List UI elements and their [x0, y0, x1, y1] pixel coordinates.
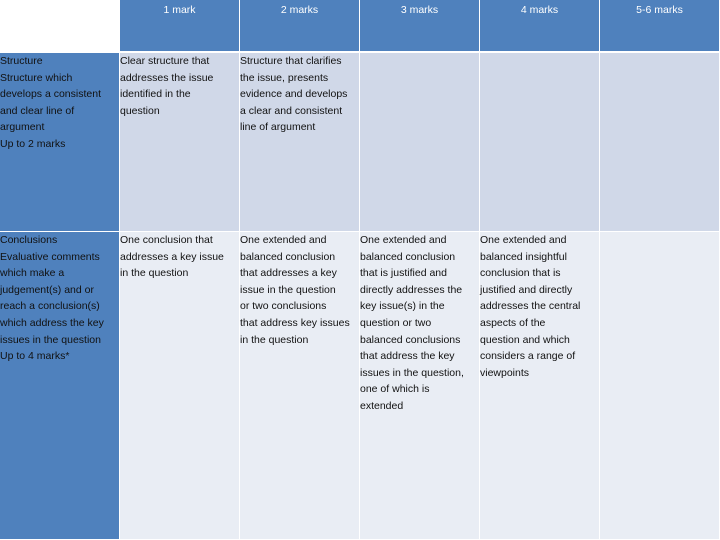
cell-line: Clear structure that	[120, 55, 210, 67]
cell-line: addresses the issue	[120, 71, 214, 84]
structure-4-marks-cell	[480, 53, 600, 232]
cell-line: that address key issues	[240, 316, 350, 329]
cell-line: balanced conclusions	[360, 333, 461, 346]
cell-line: evidence and develops	[240, 88, 348, 101]
column-header-5-6-marks: 5-6 marks	[600, 0, 720, 53]
criterion-line: Structure which	[0, 71, 73, 84]
structure-2-marks-cell	[240, 53, 360, 232]
cell-line: issues in the question,	[360, 366, 464, 379]
cell-line: One conclusion that	[120, 234, 213, 246]
structure-5-6-marks-cell	[600, 53, 720, 232]
cell-line: the issue, presents	[240, 71, 329, 84]
cell-line: balanced conclusion	[240, 250, 336, 263]
cell-line: addresses the central	[480, 300, 581, 313]
cell-line: balanced insightful	[480, 250, 567, 263]
header-row	[0, 0, 720, 53]
cell-line: question or two	[360, 316, 432, 329]
cell-line: identified in the	[120, 88, 191, 101]
column-header-2-marks: 2 marks	[240, 0, 360, 53]
criterion-conclusions	[0, 232, 120, 540]
conclusions-1-mark-cell	[120, 232, 240, 540]
table-row-conclusions	[0, 232, 720, 540]
cell-line: viewpoints	[480, 366, 530, 379]
conclusions-3-marks-cell	[360, 232, 480, 540]
cell-line: line of argument	[240, 121, 316, 134]
criterion-line: Up to 4 marks*	[0, 350, 70, 363]
criterion-line: which address the key	[0, 316, 104, 329]
criterion-line: reach a conclusion(s)	[0, 300, 100, 313]
cell-line: one of which is	[360, 383, 430, 396]
cell-line: that is justified and	[360, 267, 447, 280]
criterion-line: judgement(s) and or	[0, 283, 94, 296]
criterion-line: Conclusions	[0, 234, 58, 246]
structure-1-mark-cell	[120, 53, 240, 232]
criterion-line: issues in the question	[0, 333, 101, 346]
cell-line: addresses a key issue	[120, 250, 224, 263]
table-row-structure	[0, 53, 720, 232]
cell-line: in the question	[120, 267, 189, 280]
cell-line: question	[120, 104, 160, 117]
cell-line: key issue(s) in the	[360, 300, 445, 313]
cell-line: that addresses a key	[240, 267, 337, 280]
criterion-line: Structure	[0, 55, 43, 67]
cell-line: balanced conclusion	[360, 250, 456, 263]
cell-line: One extended and	[480, 234, 567, 246]
cell-line: aspects of the	[480, 316, 546, 329]
column-header-4-marks: 4 marks	[480, 0, 600, 53]
criterion-line: Up to 2 marks	[0, 137, 66, 150]
cell-line: that address the key	[360, 350, 455, 363]
criterion-line: argument	[0, 121, 45, 134]
cell-line: justified and directly	[480, 283, 573, 296]
cell-line: conclusion that is	[480, 267, 561, 280]
criterion-line: Evaluative comments	[0, 250, 100, 263]
column-header-3-marks: 3 marks	[360, 0, 480, 53]
criterion-structure	[0, 53, 120, 232]
structure-3-marks-cell	[360, 53, 480, 232]
cell-line: Structure that clarifies	[240, 55, 342, 67]
conclusions-4-marks-cell	[480, 232, 600, 540]
cell-line: a clear and consistent	[240, 104, 343, 117]
criterion-line: which make a	[0, 267, 65, 280]
criterion-line: develops a consistent	[0, 88, 101, 101]
cell-line: directly addresses the	[360, 283, 463, 296]
cell-line: question and which	[480, 333, 570, 346]
cell-line: issue in the question	[240, 283, 336, 296]
cell-line: in the question	[240, 333, 309, 346]
cell-line: or two conclusions	[240, 300, 327, 313]
conclusions-5-6-marks-cell	[600, 232, 720, 540]
cell-line: One extended and	[360, 234, 447, 246]
corner-cell	[0, 0, 120, 53]
cell-line: considers a range of	[480, 350, 576, 363]
column-header-1-mark: 1 mark	[120, 0, 240, 53]
cell-line: extended	[360, 399, 404, 412]
cell-line: One extended and	[240, 234, 327, 246]
criterion-line: and clear line of	[0, 104, 75, 117]
conclusions-2-marks-cell	[240, 232, 360, 540]
